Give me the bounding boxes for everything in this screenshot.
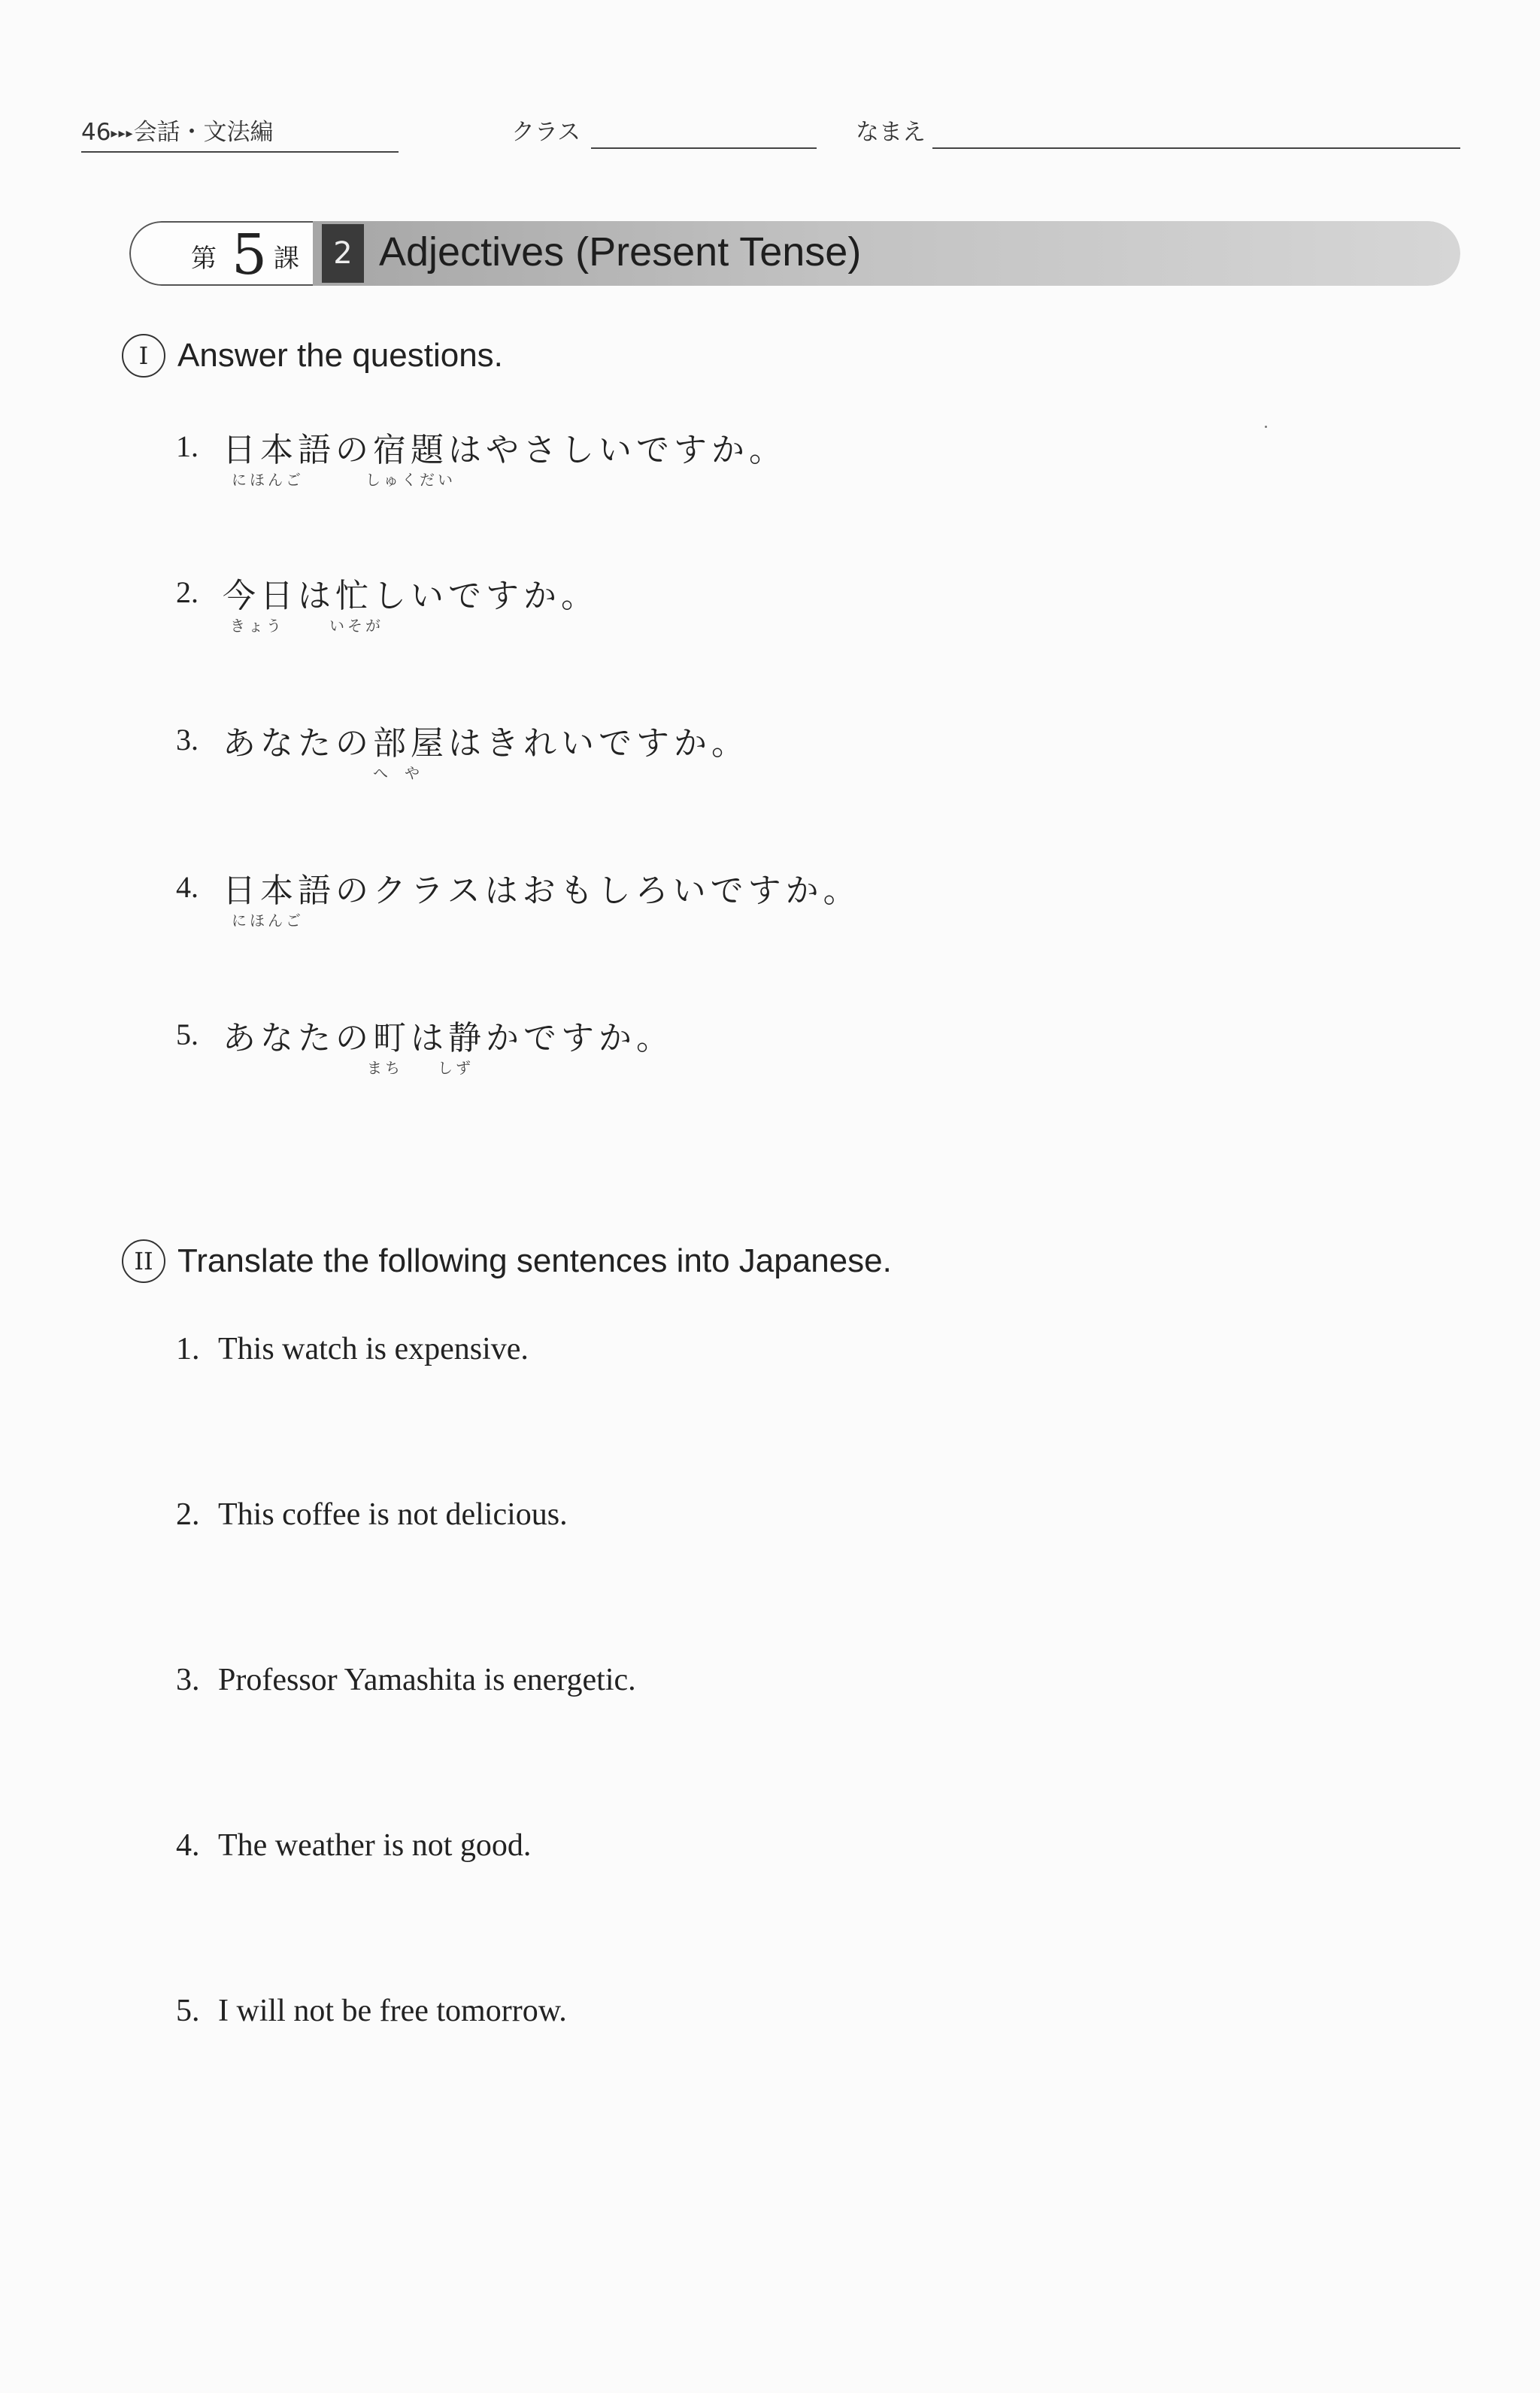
- question-text: 日本語のクラスはおもしろいですか。: [223, 872, 861, 910]
- furigana: きょう: [230, 617, 284, 635]
- item-number: 3.: [176, 1663, 200, 1697]
- furigana: にほんご: [232, 911, 304, 930]
- item-text: This coffee is not delicious.: [218, 1497, 568, 1532]
- roman-numeral-1-icon: I: [122, 334, 165, 378]
- page-title: Adjectives (Present Tense): [379, 229, 862, 274]
- question-text: あなたの部屋はきれいですか。: [223, 724, 749, 763]
- section-2-instruction: Translate the following sentences into Japanese.: [177, 1242, 892, 1279]
- book-section: 会話・文法編: [133, 119, 274, 146]
- lesson-dai: 第: [191, 244, 217, 274]
- translation-item-4: [176, 1827, 531, 1864]
- question-number: 4.: [176, 870, 199, 904]
- item-number: 4.: [176, 1828, 200, 1863]
- furigana: いそが: [329, 617, 383, 635]
- item-number: 2.: [176, 1497, 200, 1532]
- item-number: 1.: [176, 1332, 200, 1366]
- lesson-number: 5: [232, 223, 268, 286]
- page-header-left: [81, 113, 399, 153]
- item-text: I will not be free tomorrow.: [218, 1994, 567, 2028]
- class-label: クラス: [511, 119, 581, 146]
- arrow-icons: ▸▸▸: [111, 126, 134, 141]
- question-number: 1.: [176, 429, 199, 463]
- translation-item-2: [176, 1497, 568, 1533]
- item-text: Professor Yamashita is energetic.: [218, 1663, 636, 1697]
- translation-item-1: [176, 1331, 529, 1367]
- lesson-ka: 課: [274, 244, 299, 274]
- question-text: 日本語の宿題はやさしいですか。: [223, 431, 787, 469]
- name-label: なまえ: [856, 119, 926, 146]
- translation-item-5: [176, 1993, 567, 2029]
- translation-item-3: [176, 1662, 636, 1698]
- furigana: にほんご: [232, 471, 304, 489]
- roman-numeral-2-icon: II: [122, 1239, 165, 1283]
- question-number: 3.: [176, 723, 199, 757]
- lesson-title-bar: [129, 221, 1460, 286]
- question-number: 5.: [176, 1018, 199, 1051]
- furigana: へや: [373, 764, 436, 782]
- name-field[interactable]: [932, 147, 1460, 149]
- section-number-badge: 2: [322, 224, 364, 283]
- question-number: 2.: [176, 575, 199, 609]
- section-1-instruction: Answer the questions.: [177, 337, 503, 374]
- furigana: しず: [438, 1059, 474, 1077]
- furigana: しゅくだい: [365, 471, 456, 489]
- furigana: まち: [367, 1059, 403, 1077]
- question-text: あなたの町は静かですか。: [223, 1019, 674, 1057]
- item-text: This watch is expensive.: [218, 1332, 529, 1366]
- item-number: 5.: [176, 1994, 200, 2028]
- class-field[interactable]: [591, 147, 817, 149]
- question-text: 今日は忙しいですか。: [223, 577, 599, 615]
- page-number: 46: [81, 119, 111, 146]
- item-text: The weather is not good.: [218, 1828, 532, 1863]
- scan-speck: [1265, 426, 1267, 428]
